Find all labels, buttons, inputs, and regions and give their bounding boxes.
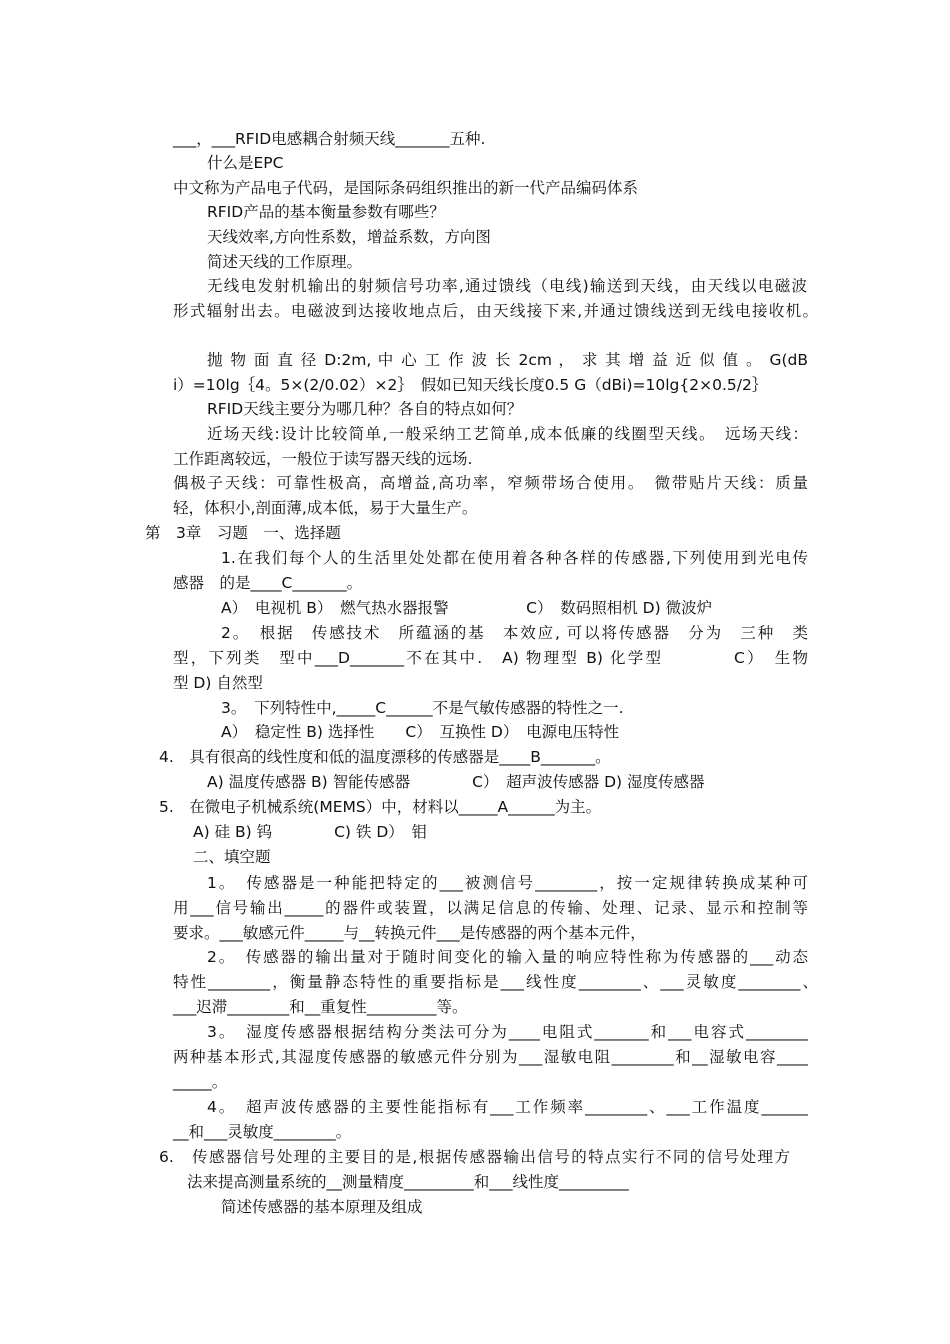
question-line: _____。 — [173, 1073, 228, 1091]
formula-line: i）=10lg｛4。5×(2/0.02）×2｝ 假如已知天线长度0.5 G（dBi)=10lg{2×0.5/2｝ — [173, 376, 768, 394]
question-line: 感器 的是____C_______。 — [173, 574, 363, 592]
question-line: ___迟滞________和__重复性_________等。 — [173, 998, 468, 1016]
question-line: 什么是EPC — [207, 154, 284, 172]
question-line: RFID天线主要分为哪几种？各自的特点如何？ — [207, 400, 523, 418]
options-line: A) 温度传感器 B) 智能传感器 C） 超声波传感器 D) 湿度传感器 — [207, 773, 705, 791]
question-line: 4。 超声波传感器的主要性能指标有___工作频率________、___工作温度______ — [207, 1098, 808, 1116]
answer-line: 近场天线:设计比较简单,一般采纳工艺简单,成本低廉的线圈型天线。 远场天线： — [207, 425, 808, 443]
answer-line: 中文称为产品电子代码，是国际条码组织推出的新一代产品编码体系 — [173, 179, 639, 197]
question-line: 2。 传感器的输出量对于随时间变化的输入量的响应特性称为传感器的___动态 — [207, 948, 808, 966]
answer-line: 形式辐射出去。电磁波到达接收地点后，由天线接下来,并通过馈线送到无线电接收机。 — [173, 302, 818, 320]
question-line: 1。 传感器是一种能把特定的___被测信号________，按一定规律转换成某种可 — [207, 874, 808, 892]
question-line: RFID产品的基本衡量参数有哪些？ — [207, 203, 445, 221]
options-line: A） 电视机 B） 燃气热水器报警 C） 数码照相机 D) 微波炉 — [221, 599, 713, 617]
options-line: 型 D) 自然型 — [173, 674, 263, 692]
question-line: 简述天线的工作原理。 — [207, 253, 363, 271]
section-heading: 二、填空题 — [193, 848, 271, 866]
question-line: 抛 物 面 直 径 D:2m, 中 心 工 作 波 长 2cm ， 求 其 增 益 近 似 值 。 G(dB — [207, 351, 808, 369]
options-line: A) 硅 B) 钨 C) 铁 D） 钼 — [193, 823, 428, 841]
answer-line: 天线效率,方向性系数，增益系数，方向图 — [207, 228, 491, 246]
answer-line: 轻，体积小,剖面薄,成本低，易于大量生产。 — [173, 499, 478, 517]
question-line: 用___信号输出_____的器件或装置，以满足信息的传输、处理、记录、显示和控制等 — [173, 899, 808, 917]
question-line: 两种基本形式,其湿度传感器的敏感元件分别为___湿敏电阻________和__湿敏电容____ — [173, 1048, 808, 1066]
answer-line: 偶极子天线：可靠性极高，高增益,高功率，窄频带场合使用。 微带贴片天线：质量 — [173, 474, 808, 492]
question-line: 特性________，衡量静态特性的重要指标是___线性度________、___灵敏度________、 — [173, 973, 818, 991]
question-line: 2。 根据 传感技术 所蕴涵的基 本效应, 可以将传感器 分为 三种 类 — [221, 624, 808, 642]
question-line: 简述传感器的基本原理及组成 — [221, 1198, 423, 1216]
text-line: ___，___RFID电感耦合射频天线_______五种. — [173, 130, 486, 148]
question-line: 6. 传感器信号处理的主要目的是,根据传感器输出信号的特点实行不同的信号处理方 — [159, 1148, 790, 1166]
question-line: 4. 具有很高的线性度和低的温度漂移的传感器是____B_______。 — [159, 748, 611, 766]
answer-line: 工作距离较远，一般位于读写器天线的远场. — [173, 450, 473, 468]
question-line: 3。 下列特性中,_____C______不是气敏传感器的特性之一. — [221, 699, 624, 717]
question-line: 3。 湿度传感器根据结构分类法可分为____电阻式_______和___电容式________ — [207, 1023, 808, 1041]
question-line: 型，下列类 型中___D_______不在其中. A) 物理型 B) 化学型 C） 生物 — [173, 649, 808, 667]
question-line: 要求。___敏感元件_____与__转换元件___是传感器的两个基本元件， — [173, 924, 646, 942]
question-line: 法来提高测量系统的__测量精度_________和___线性度_________ — [187, 1173, 629, 1191]
answer-line: 无线电发射机输出的射频信号功率,通过馈线（电线)输送到天线，由天线以电磁波 — [207, 277, 807, 295]
options-line: A） 稳定性 B) 选择性 C） 互换性 D） 电源电压特性 — [221, 723, 620, 741]
question-line: __和___灵敏度________。 — [173, 1123, 352, 1141]
chapter-heading: 第 3章 习题 一、选择题 — [145, 524, 341, 542]
question-line: 1.在我们每个人的生活里处处都在使用着各种各样的传感器,下列使用到光电传 — [221, 549, 808, 567]
question-line: 5. 在微电子机械系统(MEMS）中，材料以_____A______为主。 — [159, 798, 602, 816]
